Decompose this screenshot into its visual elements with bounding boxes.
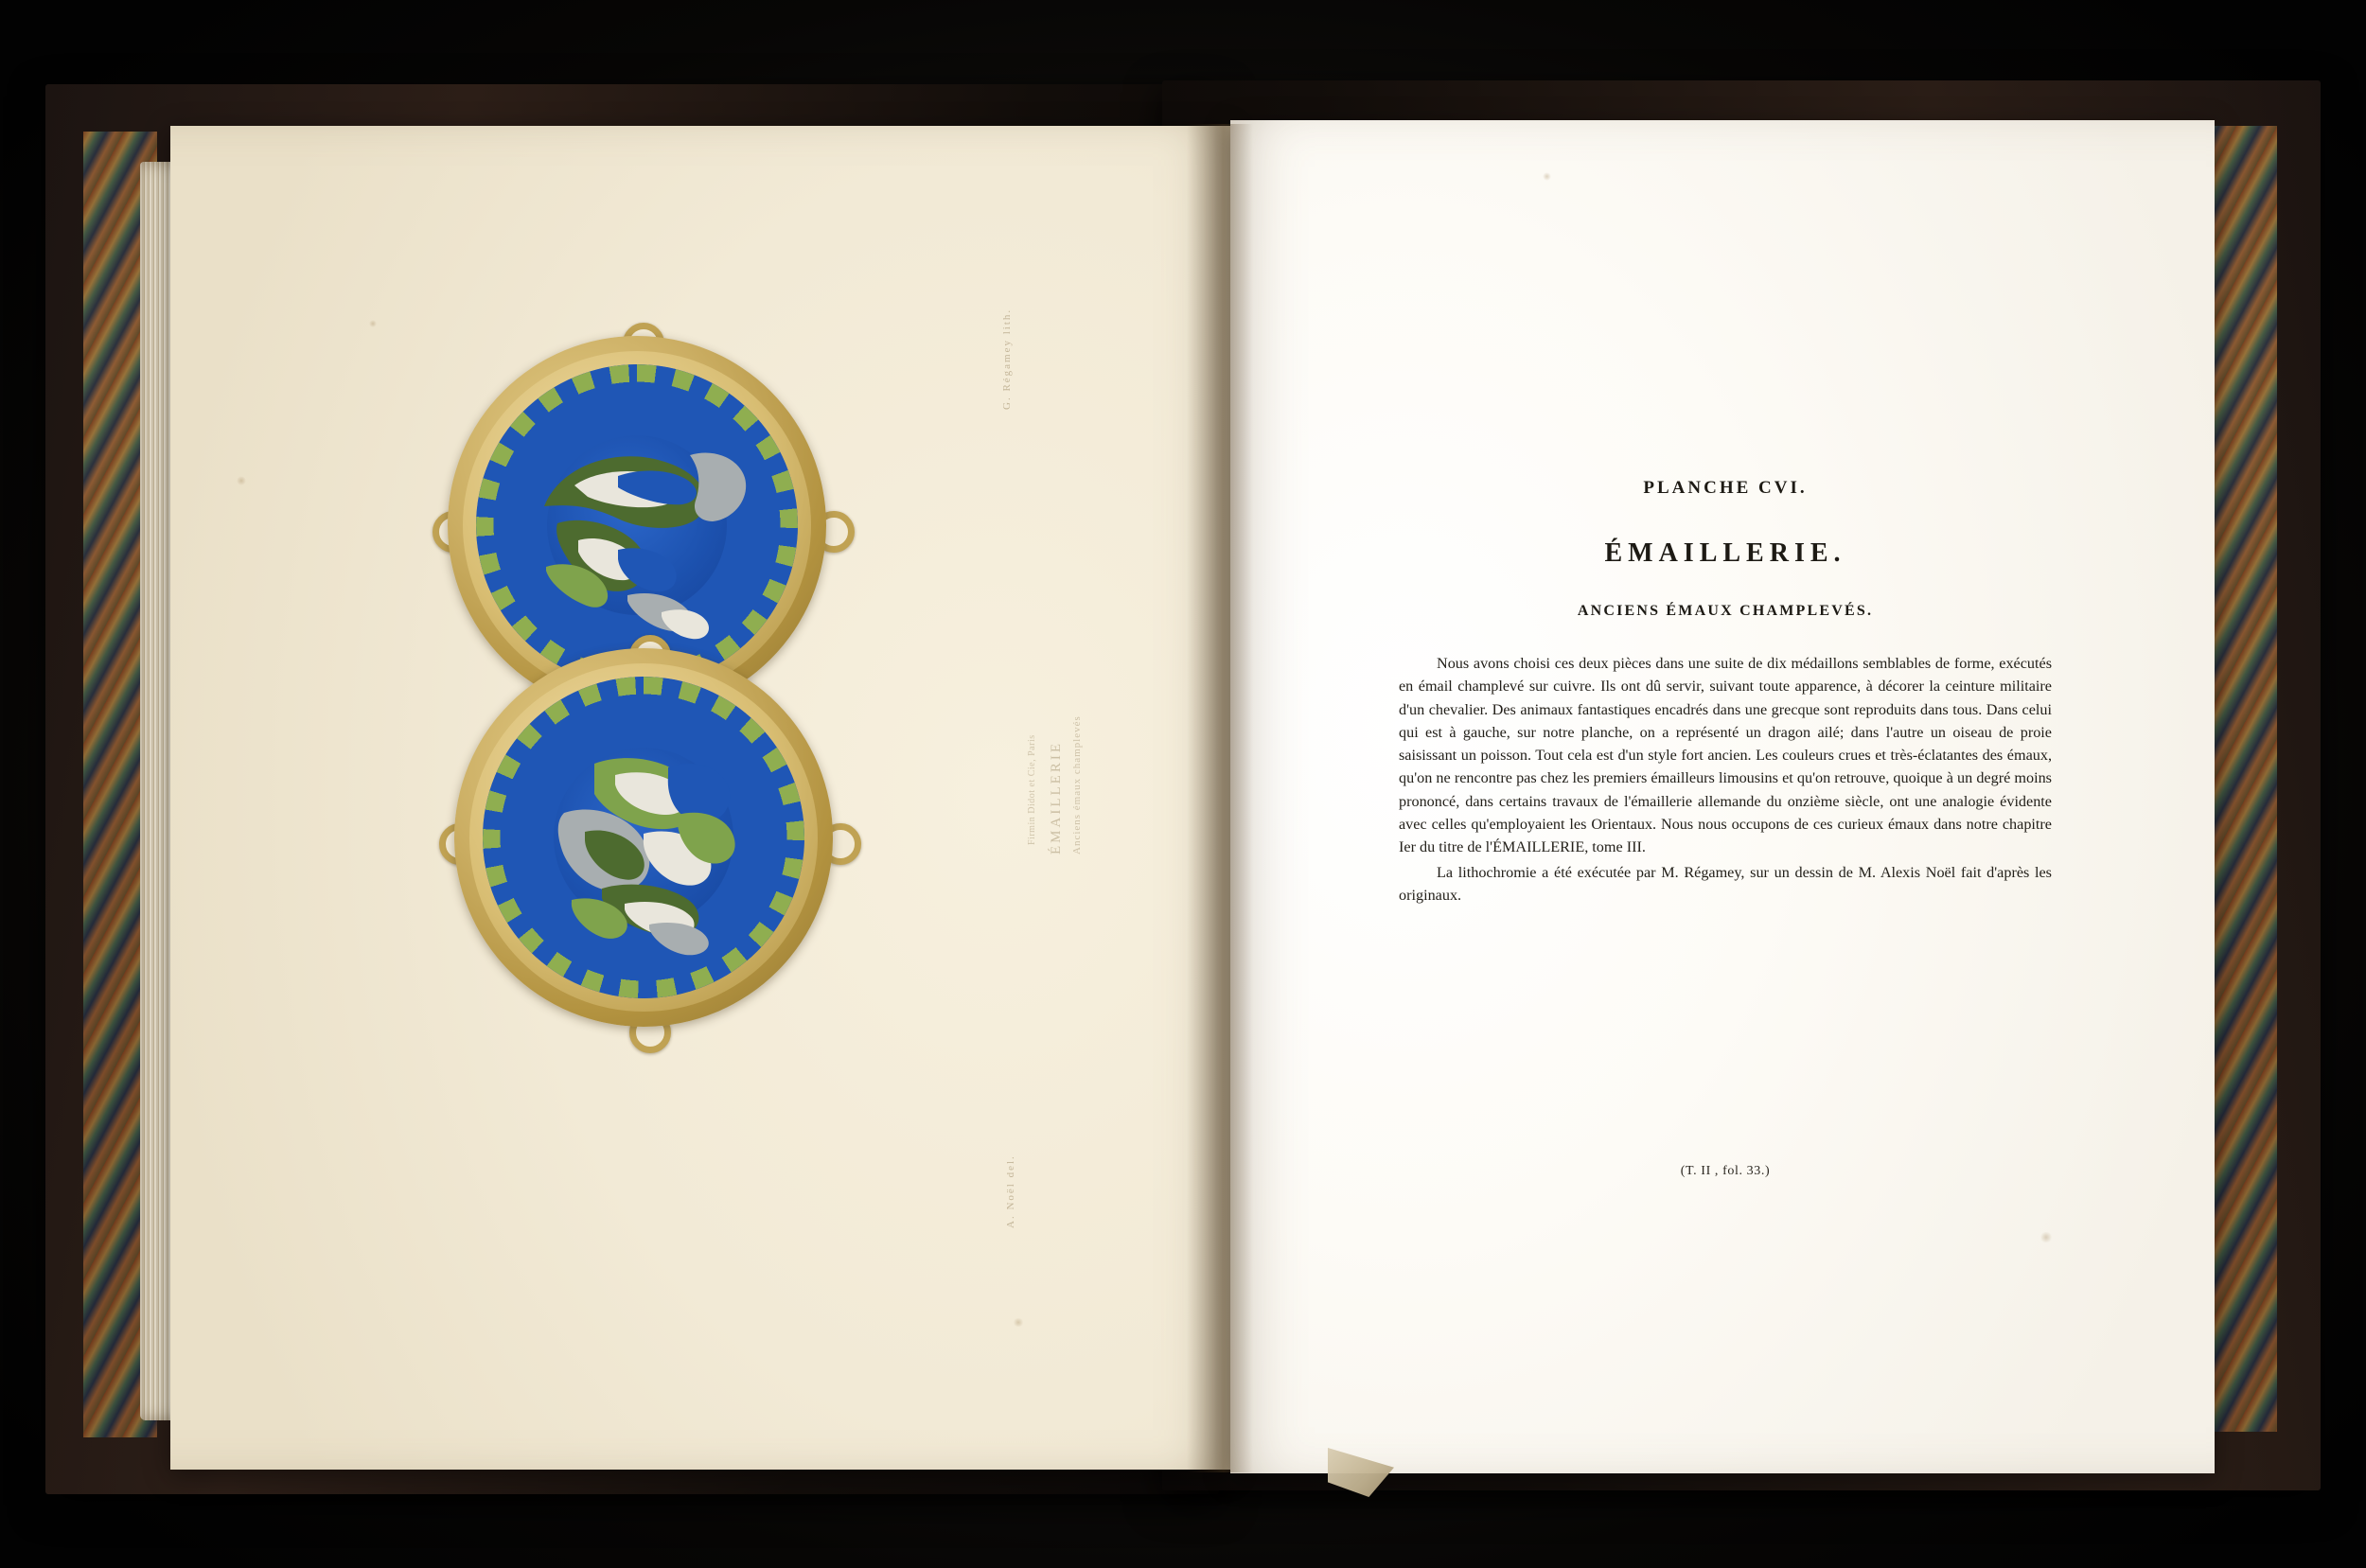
- medallion-enamel-field: [483, 677, 804, 998]
- plate-stamp-publisher: Firmin Didot et Cie, Paris: [1027, 734, 1037, 845]
- foxing-spot: [1543, 172, 1551, 181]
- plate-stamp-subtitle: Anciens émaux champlevés: [1071, 715, 1083, 854]
- dragon-figure: [476, 364, 798, 686]
- foxing-spot: [237, 476, 246, 485]
- foxing-spot: [1013, 1318, 1024, 1327]
- folio-reference: (T. II , fol. 33.): [1680, 1164, 1771, 1178]
- foxing-spot: [2039, 1232, 2053, 1242]
- plate-description-text: [1399, 478, 2052, 908]
- body-text: [1399, 652, 2052, 907]
- medallion-enamel-field: [476, 364, 798, 686]
- paragraph-1: Nous avons choisi ces deux pièces dans une suite de dix médaillons semblables de forme, exécutés en émail champlevé sur cuivre. Ils ont dû servir, suivant toute apparence, à décorer la ceinture militaire d'un chevalier. Des animaux fantastiques encadrés dans une grecque sont reproduits dans tous. Dans celui qui est à gauche, sur notre planche, on a représenté un dragon ailé; dans l'autre un oiseau de proie saisissant un poisson. Tout cela est d'un style fort ancien. Les couleurs crues et très-éclatantes des émaux, qu'on ne rencontre pas chez les premiers émailleurs limousins et qu'on retrouve, quoique à un degré moins prononcé, dans certains travaux de l'émaillerie allemande du onzième siècle, ont une analogie évidente avec celles qu'employaient les Orientaux. Nous nous occupons de ces curieux émaux dans notre chapitre Ier du titre de l'ÉMAILLERIE, tome III.: [1399, 655, 2052, 856]
- bird-figure: [483, 677, 804, 998]
- plate-page: [170, 126, 1230, 1470]
- plate-credit-lithographer: G. Régamey lith.: [1001, 308, 1013, 410]
- page-subtitle: ANCIENS ÉMAUX CHAMPLEVÉS.: [1577, 603, 1874, 619]
- page-title: ÉMAILLERIE.: [1604, 538, 1846, 568]
- bird-of-prey-medallion: [454, 648, 833, 1027]
- open-book: [45, 71, 2321, 1509]
- plate-number: PLANCHE CVI.: [1643, 478, 1808, 498]
- plate-credit-draughtsman: A. Noël del.: [1005, 1154, 1016, 1228]
- foxing-spot: [369, 320, 377, 327]
- paragraph-2: La lithochromie a été exécutée par M. Régamey, sur un dessin de M. Alexis Noël fait d'après les originaux.: [1399, 863, 2052, 904]
- plate-stamp-title: ÉMAILLERIE: [1049, 741, 1064, 854]
